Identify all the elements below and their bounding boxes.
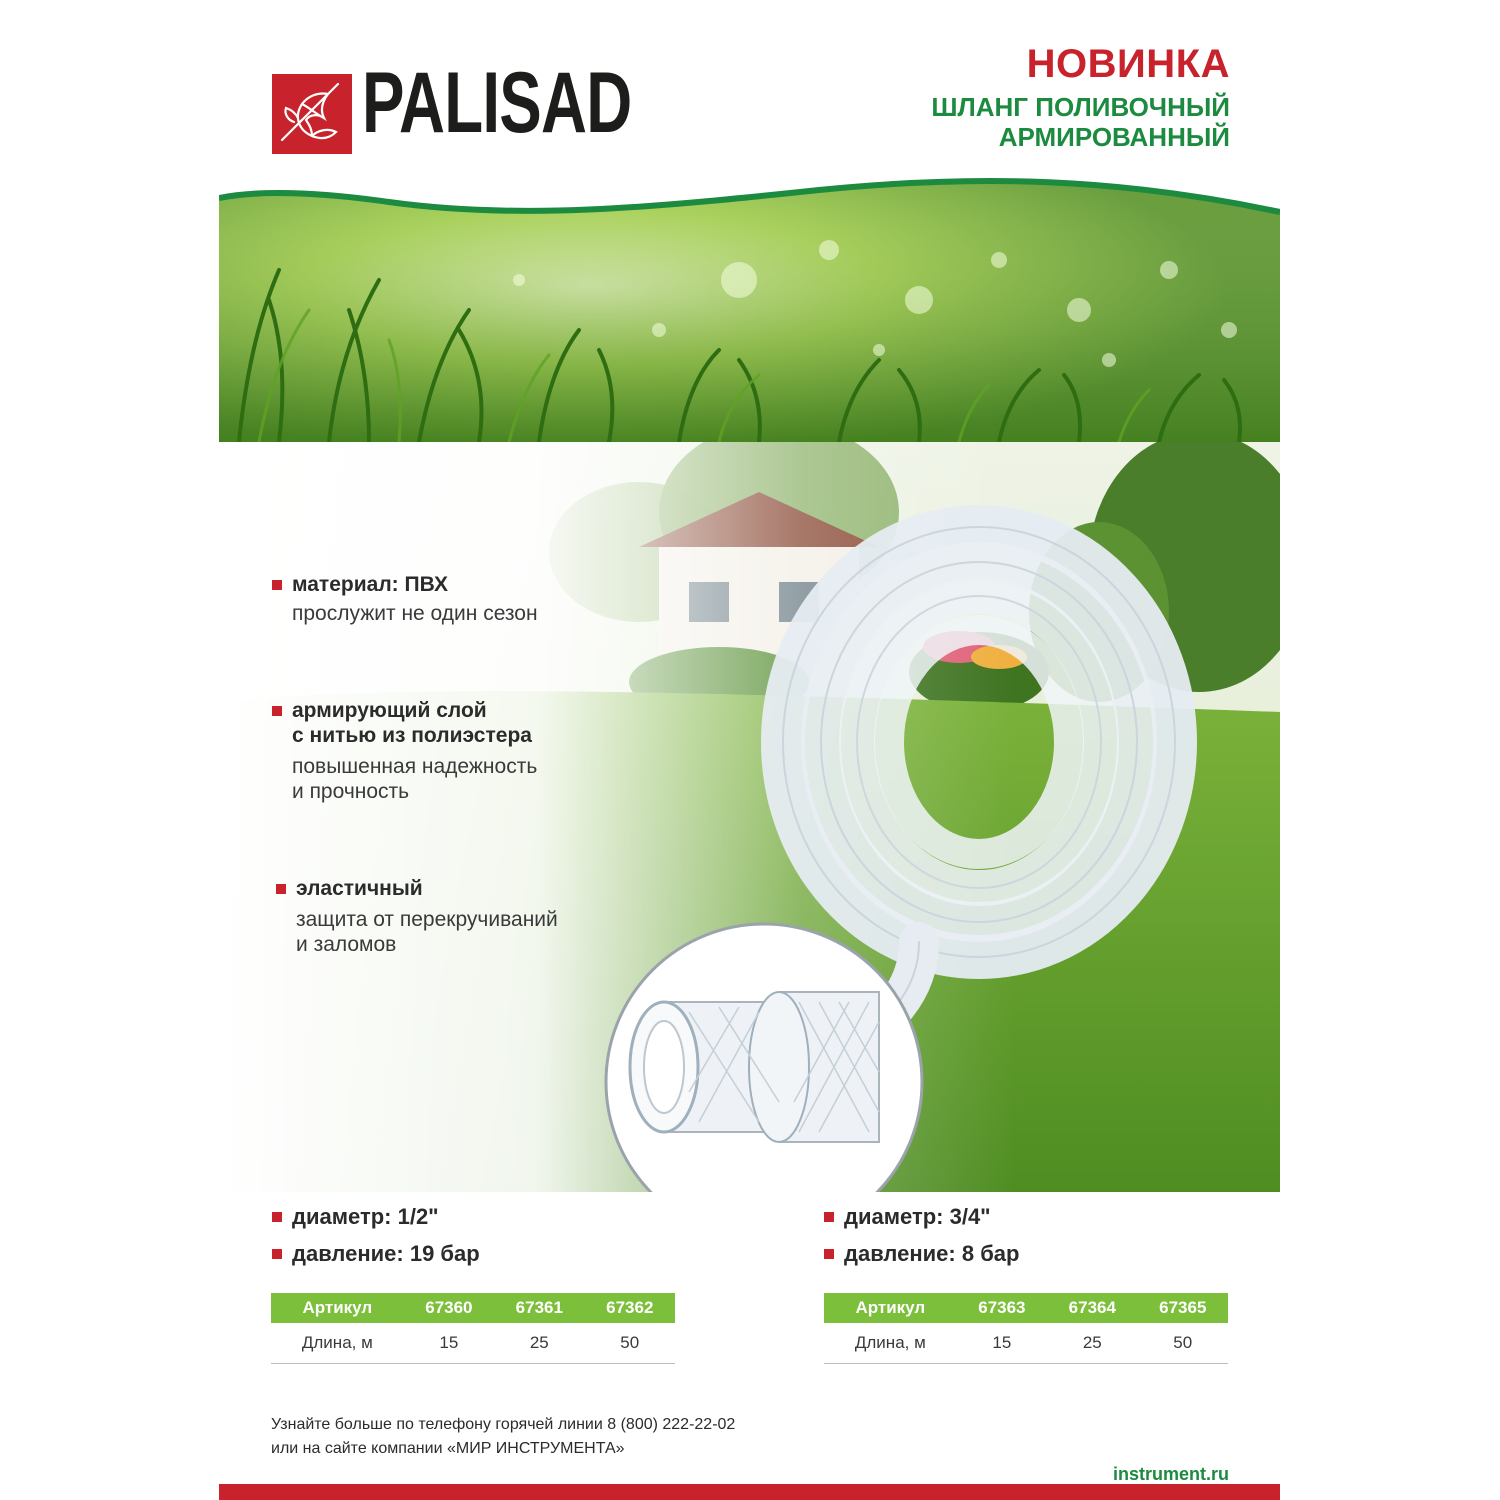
feature-elastic — [276, 876, 558, 957]
bullet-icon — [276, 884, 286, 894]
table-cell: 50 — [1138, 1323, 1228, 1364]
footer-red-bar — [219, 1484, 1280, 1500]
table-header-cell: 67363 — [957, 1293, 1047, 1323]
bullet-icon — [272, 1212, 282, 1222]
feature-desc: повышенная надежность — [292, 755, 538, 778]
headline-badge: НОВИНКА — [1026, 42, 1230, 86]
grass-banner-image — [219, 160, 1280, 442]
footer-website-link[interactable]: instrument.ru — [1112, 1464, 1229, 1484]
feature-desc: защита от перекручиваний — [296, 908, 558, 931]
table-header-cell: 67361 — [494, 1293, 584, 1323]
feature-material — [272, 572, 538, 626]
brand-name: PALISAD — [362, 55, 632, 151]
bullet-icon — [272, 580, 282, 590]
table-left-articles — [271, 1293, 675, 1364]
table-header-row — [271, 1293, 675, 1323]
footer-company-text: или на сайте компании «МИР ИНСТРУМЕНТА» — [271, 1440, 625, 1457]
table-header-cell: 67362 — [585, 1293, 675, 1323]
table-cell: 25 — [1047, 1323, 1137, 1364]
table-header-cell: Артикул — [824, 1293, 957, 1323]
table-header-cell: 67360 — [404, 1293, 494, 1323]
spec-left-diameter — [272, 1206, 439, 1228]
garden-hose-product-image — [219, 442, 1280, 1192]
bullet-icon — [824, 1212, 834, 1222]
headline-line-2: АРМИРОВАННЫЙ — [998, 122, 1230, 152]
spec-right-pressure — [824, 1243, 1019, 1265]
feature-title: эластичный — [296, 877, 423, 900]
bullet-icon — [824, 1249, 834, 1259]
spec-text: диаметр: 1/2" — [292, 1204, 439, 1229]
table-header-cell: 67365 — [1138, 1293, 1228, 1323]
table-cell: 50 — [585, 1323, 675, 1364]
table-header-cell: 67364 — [1047, 1293, 1137, 1323]
bullet-icon — [272, 706, 282, 716]
spec-text: давление: 8 бар — [844, 1241, 1020, 1266]
palisad-logo-icon — [272, 74, 352, 154]
table-cell: 15 — [404, 1323, 494, 1364]
feature-desc-line-2: и заломов — [296, 933, 397, 956]
table-cell: Длина, м — [271, 1323, 404, 1364]
footer-hotline-text: Узнайте больше по телефону горячей линии 8 (800) 222-22-02 — [271, 1416, 736, 1433]
spec-text: давление: 19 бар — [292, 1241, 480, 1266]
spec-left-pressure — [272, 1243, 480, 1265]
feature-reinforced-layer — [272, 698, 537, 804]
table-cell: 25 — [494, 1323, 584, 1364]
spec-right-diameter — [824, 1206, 991, 1228]
feature-title-line-2: с нитью из полиэстера — [292, 724, 532, 747]
table-row — [824, 1323, 1228, 1364]
table-cell: Длина, м — [824, 1323, 957, 1364]
feature-desc-line-2: и прочность — [292, 780, 410, 803]
table-right-articles — [824, 1293, 1228, 1364]
feature-title: материал: ПВХ — [292, 573, 448, 596]
headline-line-1: ШЛАНГ ПОЛИВОЧНЫЙ — [931, 92, 1230, 122]
bullet-icon — [272, 1249, 282, 1259]
table-header-cell: Артикул — [271, 1293, 404, 1323]
spec-text: диаметр: 3/4" — [844, 1204, 991, 1229]
table-header-row — [824, 1293, 1228, 1323]
feature-desc: прослужит не один сезон — [292, 602, 538, 625]
feature-title: армирующий слой — [292, 699, 487, 722]
table-cell: 15 — [957, 1323, 1047, 1364]
table-row — [271, 1323, 675, 1364]
